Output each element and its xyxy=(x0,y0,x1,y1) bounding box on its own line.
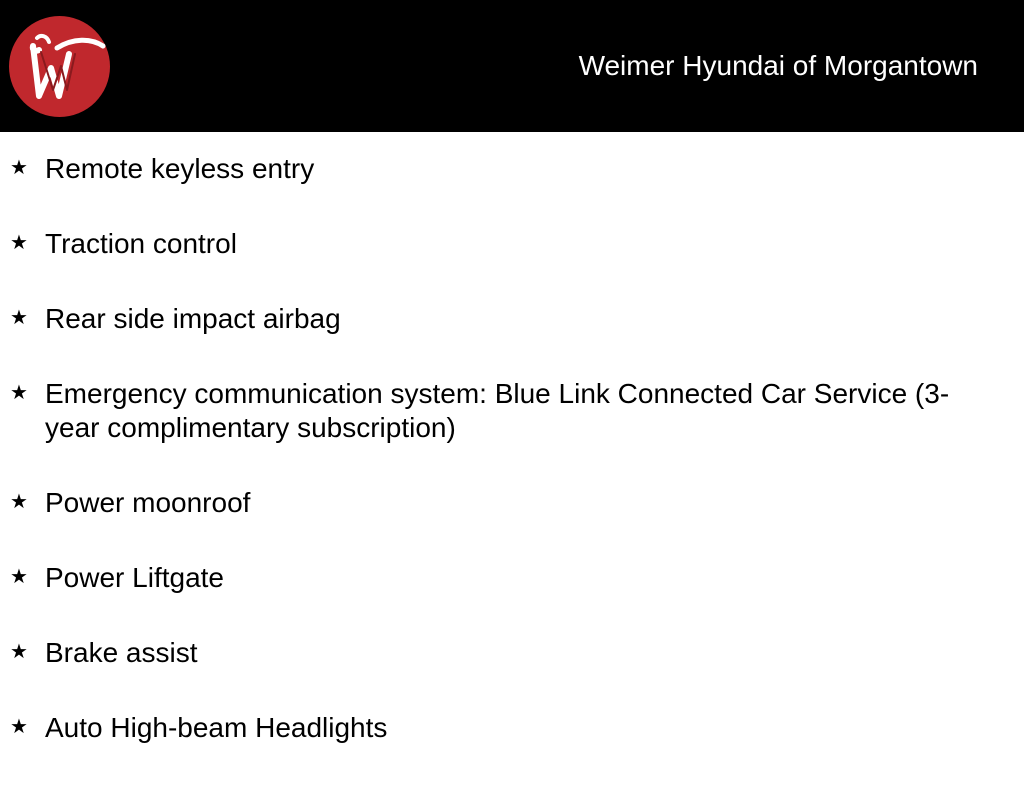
feature-item xyxy=(0,636,985,670)
star-icon: ★ xyxy=(10,305,28,329)
feature-item xyxy=(0,377,985,445)
feature-label: Remote keyless entry xyxy=(45,153,315,184)
star-icon: ★ xyxy=(10,489,28,513)
feature-item xyxy=(0,227,985,261)
star-icon: ★ xyxy=(10,564,28,588)
feature-label: Emergency communication system: Blue Link Connected Car Service (3-year complimentary subscription) xyxy=(45,378,950,443)
feature-list xyxy=(0,152,1024,786)
feature-label: Power moonroof xyxy=(45,487,251,518)
star-icon: ★ xyxy=(10,714,28,738)
feature-item xyxy=(0,711,985,745)
feature-label: Rear side impact airbag xyxy=(45,303,341,334)
feature-item xyxy=(0,561,985,595)
star-icon: ★ xyxy=(10,639,28,663)
star-icon: ★ xyxy=(10,230,28,254)
feature-label: Auto High-beam Headlights xyxy=(45,712,388,743)
dealer-logo xyxy=(9,16,110,117)
feature-label: Power Liftgate xyxy=(45,562,224,593)
feature-label: Traction control xyxy=(45,228,237,259)
header-bar xyxy=(0,0,1024,132)
star-icon: ★ xyxy=(10,155,28,179)
feature-label: Brake assist xyxy=(45,637,198,668)
feature-item xyxy=(0,152,985,186)
dealer-name: Weimer Hyundai of Morgantown xyxy=(578,50,978,81)
feature-item xyxy=(0,486,985,520)
star-icon: ★ xyxy=(10,380,28,404)
feature-item xyxy=(0,302,985,336)
